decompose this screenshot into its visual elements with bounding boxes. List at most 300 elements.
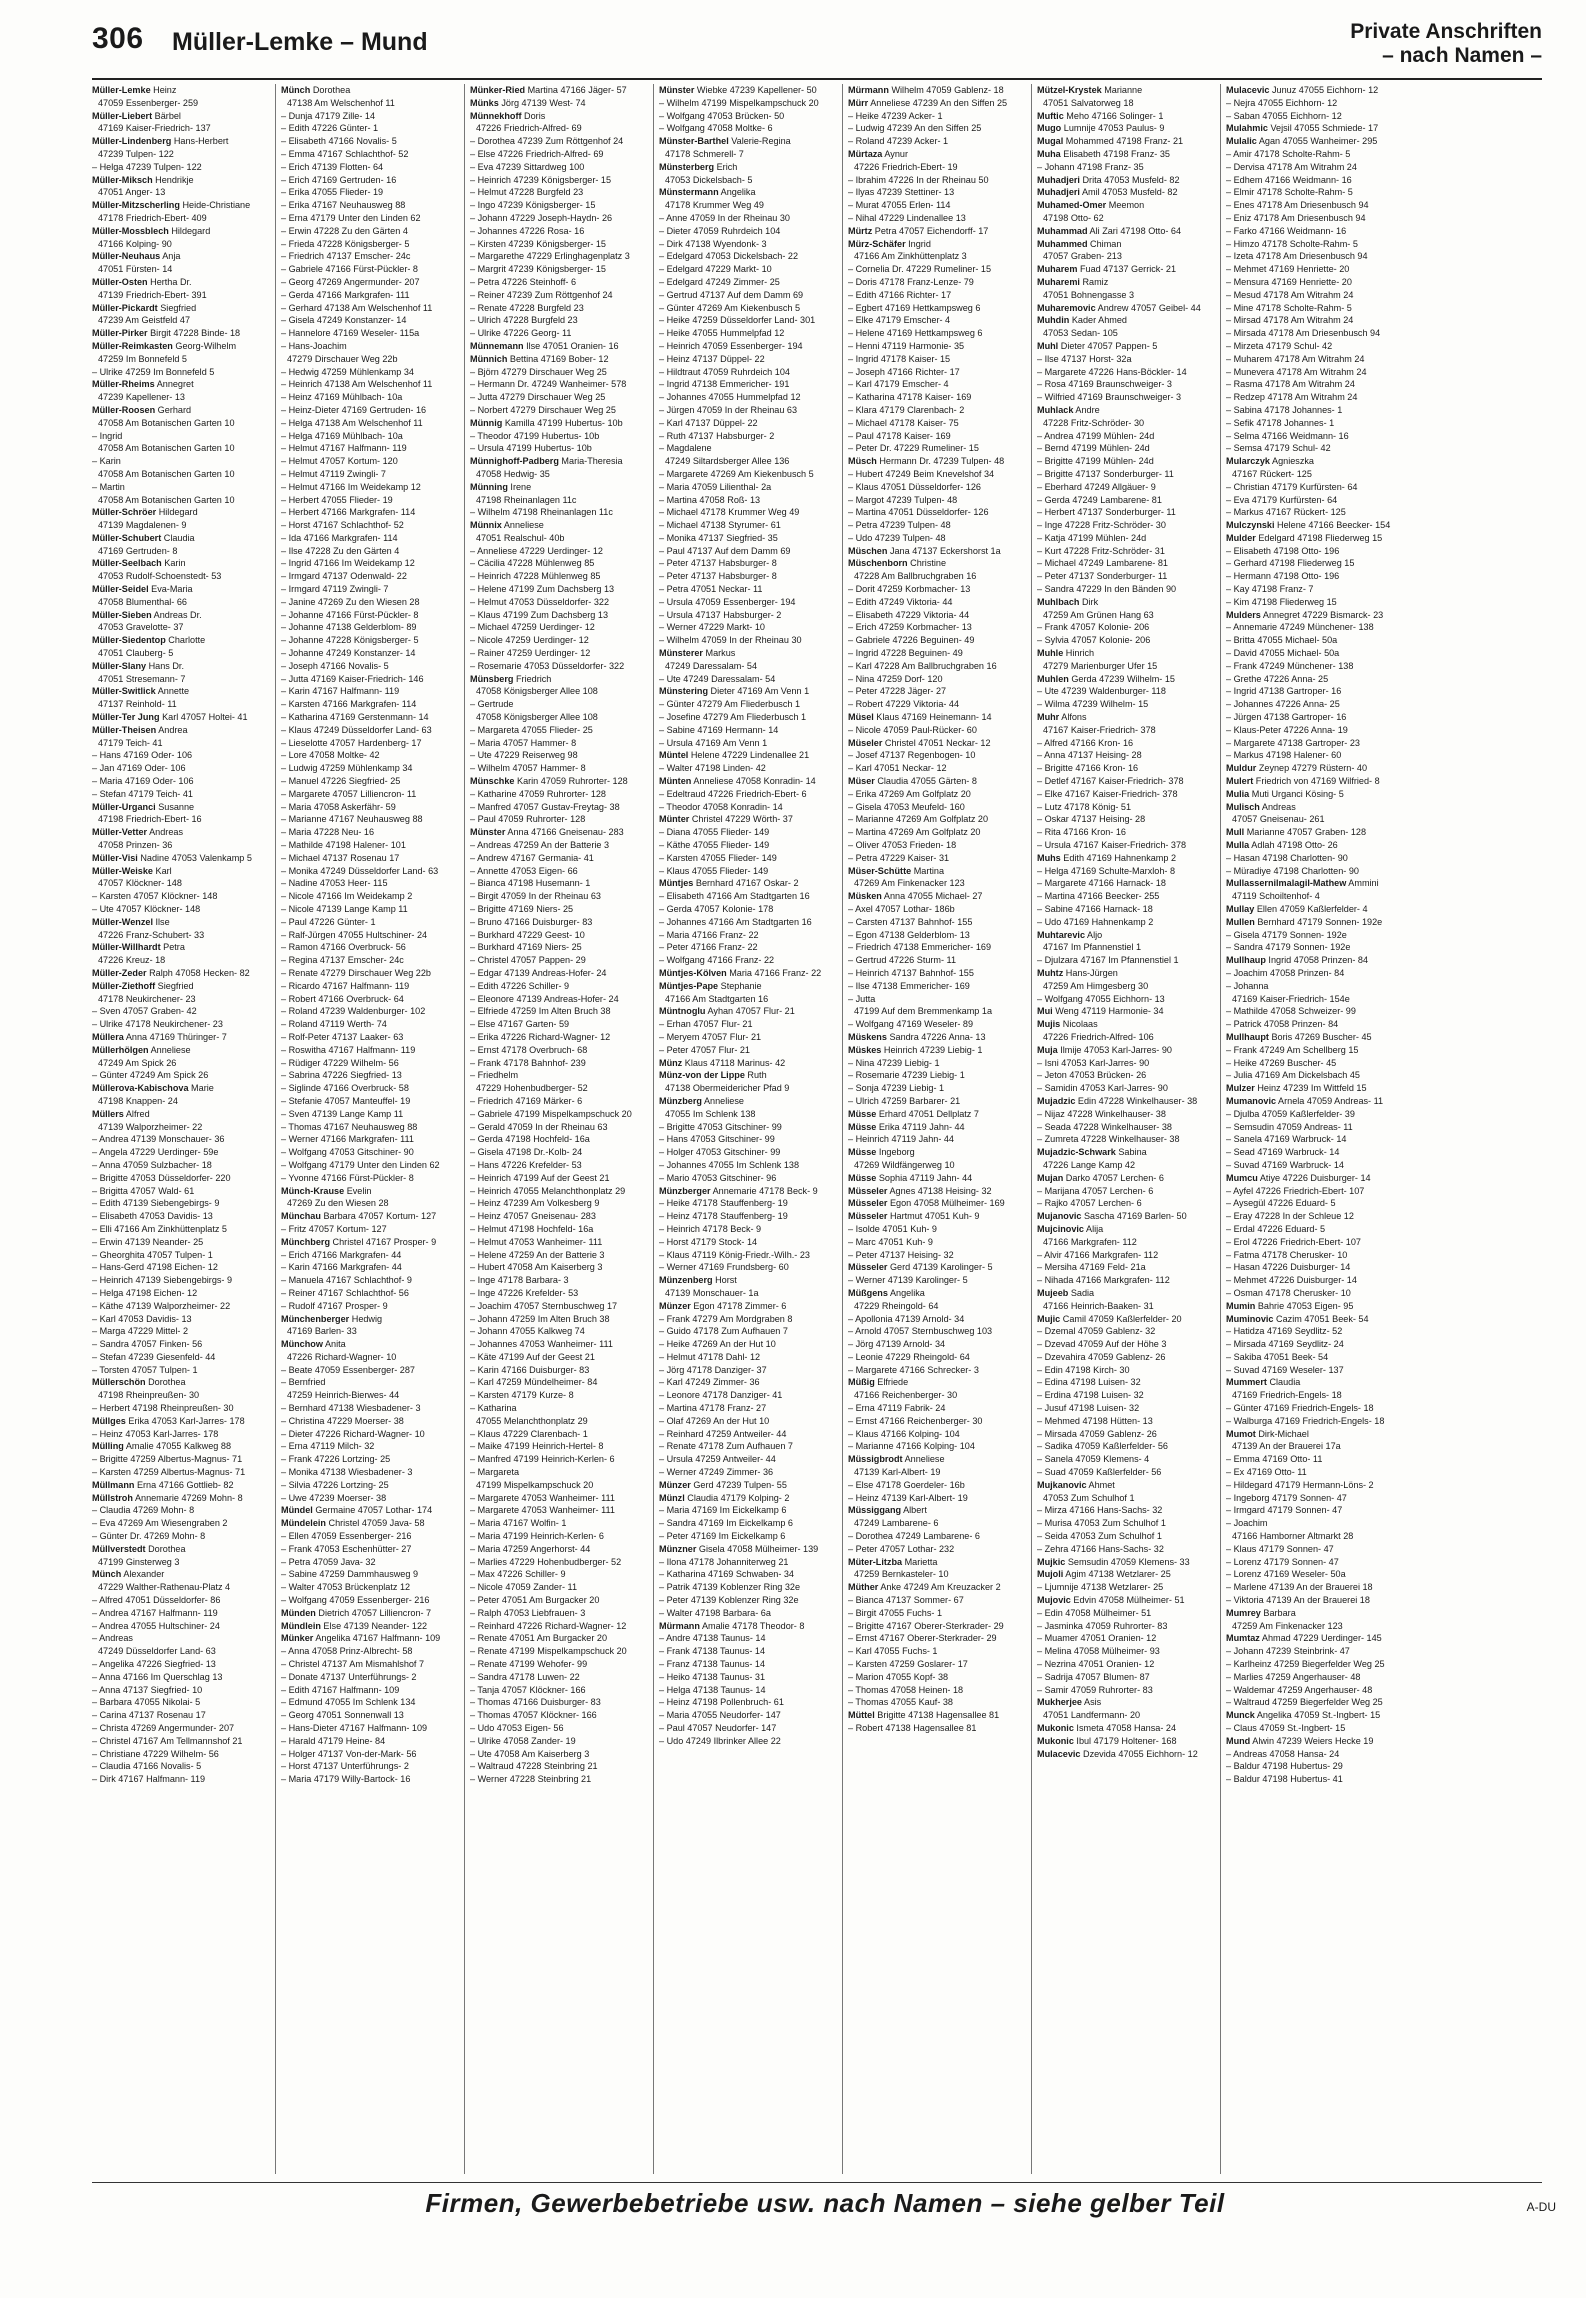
entry-details: – Rasma 47178 Am Witrahm 24 (1226, 379, 1355, 390)
entry-details: – Karl 47228 Am Ballbruchgraben 16 (848, 660, 997, 671)
entry-details: 47053 Sedan- 105 (1043, 328, 1118, 339)
entry-details: – Reiner 47239 Zum Röttgenhof 24 (470, 289, 613, 300)
listing-entry (659, 1159, 837, 1172)
entry-details: Fuad 47137 Gerrick- 21 (1077, 264, 1177, 275)
entry-surname: Muhtz (1037, 967, 1064, 978)
listing-entry (1037, 647, 1215, 660)
entry-details: – Horst 47167 Schlachthof- 52 (281, 520, 404, 531)
listing-entry (848, 174, 1026, 187)
listing-entry (470, 1773, 648, 1786)
entry-details: 47169 Gertruden- 8 (98, 545, 178, 556)
listing-entry (848, 404, 1026, 417)
entry-details: – Wolfgang 47053 Gitschiner- 90 (281, 1147, 414, 1158)
entry-details: – Erich 47169 Gertruden- 16 (281, 174, 397, 185)
entry-details: – Emma 47169 Otto- 11 (1226, 1454, 1323, 1465)
entry-details: – Katharina 47169 Schwaben- 34 (659, 1569, 794, 1580)
listing-entry (92, 391, 270, 404)
entry-details: – Djulba 47059 Kaßlerfelder- 39 (1226, 1108, 1355, 1119)
entry-details: – Sanela 47059 Klemens- 4 (1037, 1454, 1150, 1465)
listing-entry (92, 762, 270, 775)
entry-details: 47239 Tulpen- 122 (98, 148, 174, 159)
entry-details: – Hatidza 47169 Seydlitz- 52 (1226, 1326, 1343, 1337)
listing-entry (281, 1479, 459, 1492)
entry-details: 47167 Rückert- 125 (1232, 468, 1312, 479)
listing-entry (92, 673, 270, 686)
entry-surname: Mürz-Schäfer (848, 238, 906, 249)
listing-entry (92, 1530, 270, 1543)
listing-entry (92, 1428, 270, 1441)
listing-entry (659, 1031, 837, 1044)
listing-entry (92, 1748, 270, 1761)
entry-details: – Peter 47137 Habsburger- 8 (659, 571, 777, 582)
entry-details: 47249 Daressalam- 54 (665, 660, 757, 671)
entry-details: Susanne (155, 801, 195, 812)
entry-details: Lumnije 47053 Paulus- 9 (1061, 123, 1165, 134)
entry-details: 47058 Hedwig- 35 (476, 468, 550, 479)
entry-details: Agan 47055 Wanheimer- 295 (1256, 136, 1378, 147)
entry-details: Wilhelm 47059 Gablenz- 18 (888, 85, 1004, 95)
entry-details: – Martina 47051 Düsseldorfer- 126 (848, 507, 989, 518)
entry-details: – Murisa 47053 Zum Schulhof 1 (1037, 1518, 1166, 1529)
entry-details: – Werner 47229 Markt- 10 (659, 622, 765, 633)
entry-details: – Margarete 47269 Am Kiekenbusch 5 (659, 468, 814, 479)
entry-details: – Helene 47169 Hettkampsweg 6 (848, 328, 983, 339)
listing-entry (848, 1236, 1026, 1249)
listing-entry (1037, 826, 1215, 839)
entry-details: – Jörg 47139 Arnold- 34 (848, 1339, 946, 1350)
listing-entry (92, 545, 270, 558)
listing-entry (1037, 1082, 1215, 1095)
entry-details: – Nicole 47139 Lange Kamp 11 (281, 904, 408, 914)
listing-entry (470, 97, 648, 110)
entry-details: – Dorit 47259 Korbmacher- 13 (848, 584, 971, 595)
listing-entry (848, 1018, 1026, 1031)
listing-entry (659, 1440, 837, 1453)
entry-details: – Robert 47166 Overbruck- 64 (281, 993, 404, 1004)
entry-surname: Müser-Schütte (848, 865, 912, 876)
entry-details: – Gisela 47249 Konstanzer- 14 (281, 315, 407, 326)
entry-details: – Anneliese 47229 Uerdinger- 12 (470, 545, 603, 556)
listing-entry (1226, 993, 1404, 1006)
entry-details: Anneliese (902, 1454, 945, 1465)
entry-surname: Müller-Schröer (92, 507, 157, 518)
listing-entry (1226, 621, 1404, 634)
entry-details: 47166 Kolping- 90 (98, 238, 172, 249)
listing-entry (848, 839, 1026, 852)
page-title: Müller-Lemke – Mund (172, 28, 428, 56)
listing-entry (848, 967, 1026, 980)
listing-columns (92, 84, 1542, 2174)
entry-details: – Egbert 47169 Hettkampsweg 6 (848, 302, 981, 313)
entry-details: – Carsten 47137 Bahnhof- 155 (848, 916, 973, 927)
entry-details: Claudia 47179 Kolping- 2 (684, 1492, 790, 1503)
listing-entry (470, 1389, 648, 1402)
listing-entry (1226, 97, 1404, 110)
entry-details: Dirk-Michael (1255, 1428, 1309, 1439)
listing-column-3 (470, 84, 648, 2174)
listing-entry (659, 302, 837, 315)
entry-details: – Elke 47167 Kaiser-Friedrich- 378 (1037, 788, 1178, 799)
entry-details: – Joachim (1226, 1518, 1268, 1529)
entry-details: – Hubert 47058 Am Kaiserberg 3 (470, 1262, 603, 1273)
entry-details: 47259 Im Bonnefeld 5 (98, 353, 187, 364)
entry-details: – Anna 47058 Prinz-Albrecht- 58 (281, 1646, 413, 1657)
entry-details: – Helga 47169 Mühlbach- 10a (281, 430, 403, 441)
listing-entry (470, 1581, 648, 1594)
listing-entry (659, 1556, 837, 1569)
entry-details: Anja (160, 251, 181, 262)
entry-details: 47139 Monschauer- 1a (665, 1287, 759, 1298)
entry-details: – Alfred 47166 Kron- 16 (1037, 737, 1134, 748)
listing-entry (92, 1249, 270, 1262)
listing-entry (92, 122, 270, 135)
listing-entry (92, 532, 270, 545)
listing-entry (1037, 1632, 1215, 1645)
entry-details: Annemarie 47269 Mohn- 8 (132, 1492, 243, 1503)
listing-entry (659, 1466, 837, 1479)
entry-details: – Sabine 47259 Dammhausweg 9 (281, 1569, 419, 1580)
listing-entry (848, 749, 1026, 762)
entry-details: – Edin 47058 Mülheimer- 51 (1037, 1607, 1152, 1618)
entry-details: – Sanela 47169 Warbruck- 14 (1226, 1134, 1347, 1145)
listing-entry (92, 481, 270, 494)
listing-entry (92, 161, 270, 174)
entry-surname: Münnix (470, 520, 502, 531)
entry-details: – Heinz 47053 Karl-Jarres- 178 (92, 1428, 219, 1439)
entry-details: – Johanne 47228 Königsberger- 5 (281, 635, 419, 646)
entry-surname: Müller-Neuhaus (92, 251, 161, 262)
listing-entry (1037, 135, 1215, 148)
listing-entry (1037, 1210, 1215, 1223)
listing-entry (848, 314, 1026, 327)
entry-details: – Jutta 47169 Kaiser-Friedrich- 146 (281, 673, 424, 684)
entry-details: – Sefik 47178 Johannes- 1 (1226, 417, 1335, 428)
listing-entry (281, 1620, 459, 1633)
entry-details: Helene 47229 Lindenallee 21 (688, 750, 810, 761)
listing-entry (1226, 1031, 1404, 1044)
entry-surname: Muhlbach (1037, 596, 1080, 607)
entry-details: – Katharine 47059 Ruhrorter- 128 (470, 788, 606, 799)
listing-entry (1226, 1671, 1404, 1684)
entry-details: Anneliese 47058 Konradin- 14 (691, 776, 816, 787)
listing-entry (659, 621, 837, 634)
entry-surname: Mulacevic (1037, 1748, 1081, 1759)
entry-details: – Heinrich 47239 Königsberger- 15 (470, 174, 612, 185)
listing-entry (1037, 762, 1215, 775)
listing-entry (1037, 941, 1215, 954)
entry-details: – Rudolf 47167 Prosper- 9 (281, 1300, 388, 1311)
listing-entry (848, 993, 1026, 1006)
entry-surname: Mujadzic-Schwark (1037, 1147, 1116, 1158)
listing-entry (1226, 673, 1404, 686)
entry-surname: Münsterer (659, 648, 703, 659)
entry-details: – Tanja 47057 Klöckner- 166 (470, 1684, 586, 1695)
listing-entry (1037, 353, 1215, 366)
listing-entry (848, 1440, 1026, 1453)
entry-details: – Helga 47138 Am Welschenhof 11 (281, 417, 423, 428)
listing-entry (1226, 1389, 1404, 1402)
listing-entry (659, 903, 837, 916)
listing-entry (281, 941, 459, 954)
entry-details: – Bernfried (281, 1377, 326, 1388)
listing-entry (92, 596, 270, 609)
listing-entry (1037, 737, 1215, 750)
listing-entry (848, 724, 1026, 737)
listing-entry (848, 711, 1026, 724)
listing-entry (848, 532, 1026, 545)
listing-entry (470, 1479, 648, 1492)
entry-details: Claudia (1266, 1377, 1301, 1388)
entry-surname: Müller-Lindenberg (92, 136, 172, 147)
listing-entry (92, 1236, 270, 1249)
listing-entry (848, 84, 1026, 97)
listing-entry (848, 903, 1026, 916)
listing-entry (92, 135, 270, 148)
entry-details: – Nihal 47229 Lindenallee 13 (848, 212, 966, 223)
entry-details: Dorothea (145, 1377, 186, 1388)
listing-entry (470, 839, 648, 852)
listing-entry (281, 660, 459, 673)
listing-entry (281, 97, 459, 110)
listing-entry (92, 1684, 270, 1697)
listing-entry (659, 391, 837, 404)
entry-details: Hans-Jürgen (1063, 967, 1118, 978)
entry-details: – Michael 47178 Kaiser- 75 (848, 417, 959, 428)
entry-details: – Ernst 47167 Oberer-Sterkrader- 29 (848, 1633, 997, 1644)
entry-details: – Kurt 47228 Fritz-Schröder- 31 (1037, 545, 1165, 556)
listing-entry (848, 1620, 1026, 1633)
listing-entry (659, 993, 837, 1006)
entry-surname: Münz-von der Lippe (659, 1070, 745, 1081)
entry-details: – Ulrike 47259 Im Bonnefeld 5 (92, 366, 215, 377)
entry-details: Anna 47169 Thüringer- 7 (123, 1031, 227, 1042)
entry-details: – Christel 47137 Am Mismahlshof 7 (281, 1659, 425, 1670)
entry-details: – Zehra 47166 Hans-Sachs- 32 (1037, 1543, 1164, 1554)
entry-details: – Andreas 47259 An der Batterie 3 (470, 840, 610, 851)
entry-details: – Peter 47228 Jäger- 27 (848, 686, 947, 697)
entry-surname: Mujkanovic (1037, 1479, 1087, 1490)
entry-surname: Müsseler (848, 1185, 888, 1196)
listing-entry (659, 1607, 837, 1620)
listing-entry (281, 1338, 459, 1351)
listing-entry (848, 1185, 1026, 1198)
listing-entry (281, 749, 459, 762)
listing-entry (848, 110, 1026, 123)
listing-entry (1226, 826, 1404, 839)
entry-surname: Muhammad (1037, 225, 1088, 236)
listing-entry (1037, 314, 1215, 327)
entry-details: Karin 47059 Ruhrorter- 128 (514, 776, 628, 787)
entry-details: – Helmut 47119 Zwingli- 7 (281, 468, 386, 479)
entry-surname: Mukherjee (1037, 1697, 1082, 1708)
listing-entry (1037, 903, 1215, 916)
listing-entry (281, 1645, 459, 1658)
entry-details: Gisela 47058 Mülheimer- 139 (696, 1543, 819, 1554)
entry-details: – Edith 47226 Günter- 1 (281, 123, 379, 134)
listing-entry (1226, 1236, 1404, 1249)
entry-surname: Mullhaup (1226, 955, 1266, 966)
entry-details: – Margot 47239 Tulpen- 48 (848, 494, 958, 505)
listing-entry (281, 1031, 459, 1044)
listing-entry (659, 289, 837, 302)
listing-entry (1226, 570, 1404, 583)
entry-surname: Münz (659, 1057, 683, 1068)
entry-details: – Michael 47138 Styrumer- 61 (659, 520, 781, 531)
entry-details: – Peter Dr. 47229 Rumeliner- 15 (848, 443, 979, 454)
entry-details: – Gerald 47059 In der Rheinau 63 (470, 1121, 608, 1132)
entry-surname: Müller-Roosen (92, 404, 156, 415)
listing-entry (659, 557, 837, 570)
listing-entry (659, 238, 837, 251)
entry-details: – Dzevad 47059 Auf der Höhe 3 (1037, 1339, 1167, 1350)
entry-details: – Maria 47169 Im Eickelkamp 6 (659, 1505, 787, 1516)
entry-surname: Münnemann (470, 340, 524, 351)
entry-surname: Müller-Sieben (92, 609, 152, 620)
entry-details: Maria 47166 Franz- 22 (726, 967, 822, 978)
entry-details: – Melina 47058 Mülheimer- 93 (1037, 1646, 1160, 1657)
listing-entry (92, 1057, 270, 1070)
entry-details: – Rainer 47259 Uerdinger- 12 (470, 648, 591, 659)
entry-details: – Erich 47139 Flotten- 64 (281, 161, 384, 172)
listing-entry (659, 929, 837, 942)
listing-entry (848, 199, 1026, 212)
entry-details: 47198 Otto- 62 (1043, 212, 1104, 223)
entry-details: Birgit 47228 Binde- 18 (147, 328, 241, 339)
entry-surname: Mukonic (1037, 1735, 1074, 1746)
listing-entry (281, 1594, 459, 1607)
listing-entry (281, 1376, 459, 1389)
entry-surname: Muhr (1037, 712, 1060, 723)
entry-surname: Müssigbrodt (848, 1454, 903, 1465)
listing-entry (92, 1313, 270, 1326)
entry-details: – Joseph 47166 Richter- 17 (848, 366, 960, 377)
entry-surname: Muhs (1037, 852, 1061, 863)
entry-details: – Hermann Dr. 47249 Wanheimer- 578 (470, 379, 627, 390)
column-divider (1031, 84, 1032, 2174)
entry-details: – Amir 47178 Scholte-Rahm- 5 (1226, 148, 1351, 159)
listing-entry (1226, 929, 1404, 942)
listing-entry (659, 1172, 837, 1185)
entry-details: Horst (712, 1275, 737, 1286)
listing-entry (659, 583, 837, 596)
listing-entry (848, 378, 1026, 391)
column-divider (653, 84, 654, 2174)
entry-details: – Georg 47051 Sonnenwall 13 (281, 1710, 404, 1721)
listing-entry (1226, 519, 1404, 532)
entry-details: – Hans-Gerd 47198 Eichen- 12 (92, 1262, 218, 1273)
entry-details: Hedwig (349, 1313, 383, 1324)
entry-details: Dieter 47057 Pappen- 5 (1058, 340, 1158, 351)
listing-entry (470, 647, 648, 660)
entry-details: – Anna 47059 Sulzbacher- 18 (92, 1159, 212, 1170)
entry-details: – Andrea 47199 Mühlen- 24d (1037, 430, 1155, 441)
entry-details: – Herbert 47166 Markgrafen- 114 (281, 507, 416, 518)
listing-entry (1226, 545, 1404, 558)
listing-entry (1226, 212, 1404, 225)
entry-details: 47269 Zu den Wiesen 28 (287, 1198, 389, 1209)
entry-details: – Renate 47178 Zum Aufhauen 7 (659, 1441, 793, 1452)
listing-entry (281, 1722, 459, 1735)
entry-details: 47198 Rheinpreußen- 30 (98, 1390, 200, 1401)
entry-details: – Dzemal 47059 Gablenz- 32 (1037, 1326, 1156, 1337)
entry-surname: Mulzer (1226, 1083, 1255, 1094)
entry-details: – Edelgard 47229 Markt- 10 (659, 264, 772, 275)
listing-entry (659, 378, 837, 391)
entry-details: Gerhard (155, 404, 192, 415)
listing-entry (848, 1479, 1026, 1492)
entry-details: 47051 Stresemann- 7 (98, 673, 186, 684)
entry-details: – Grethe 47226 Anna- 25 (1226, 673, 1329, 684)
entry-details: – Walter 47198 Barbara- 6a (659, 1607, 771, 1618)
entry-details: – Helmut 47053 Düsseldorfer- 322 (470, 596, 610, 607)
entry-details: – Heinrich 47228 Mühlenweg 85 (470, 571, 601, 582)
entry-details: – Hubert 47249 Beim Knevelshof 34 (848, 468, 995, 479)
entry-details: – Ruth 47137 Habsburger- 2 (659, 430, 775, 441)
entry-details: 47178 Krummer Weg 49 (665, 200, 764, 211)
listing-entry (1226, 225, 1404, 238)
listing-entry (659, 1018, 837, 1031)
entry-details: 47249 Siltardsberger Allee 136 (665, 456, 790, 467)
listing-entry (1037, 430, 1215, 443)
listing-entry (1037, 839, 1215, 852)
entry-surname: Müller-Vetter (92, 827, 148, 838)
listing-entry (470, 1428, 648, 1441)
listing-entry (92, 1287, 270, 1300)
entry-details: 47057 Graben- 213 (1043, 251, 1122, 262)
entry-details: – Heinrich 47139 Siebengebirgs- 9 (92, 1275, 233, 1286)
listing-entry (1226, 391, 1404, 404)
entry-details: – Björn 47279 Dirschauer Weg 25 (470, 366, 607, 377)
entry-details: – Uwe 47239 Moerser- 38 (281, 1492, 387, 1503)
entry-details: Agnieszka (1269, 456, 1314, 467)
listing-entry (1037, 1492, 1215, 1505)
entry-details: – Samir 47059 Ruhrorter- 83 (1037, 1684, 1153, 1695)
listing-entry (92, 1108, 270, 1121)
listing-entry (1037, 673, 1215, 686)
entry-details: – Britta 47055 Michael- 50a (1226, 635, 1338, 646)
listing-entry (659, 481, 837, 494)
listing-entry (659, 1364, 837, 1377)
entry-details: – Erna 47179 Unter den Linden 62 (281, 212, 421, 223)
listing-entry (470, 161, 648, 174)
entry-details: – Saban 47055 Eichhorn- 12 (1226, 110, 1342, 121)
listing-entry (659, 647, 837, 660)
entry-details: – Karl 47053 Davidis- 13 (92, 1313, 192, 1324)
entry-details: – Robert 47138 Hagensallee 81 (848, 1723, 977, 1733)
listing-entry (470, 1620, 648, 1633)
listing-entry (1037, 1223, 1215, 1236)
entry-details: 47058 Königsberger Allee 108 (476, 712, 598, 723)
entry-details: – Hedwig 47259 Mühlenkamp 34 (281, 366, 414, 377)
listing-entry (848, 583, 1026, 596)
entry-details: – Emma 47167 Schlachthof- 52 (281, 148, 409, 159)
entry-details: – Claudia 47269 Mohn- 8 (92, 1505, 195, 1516)
entry-details: 47059 Essenberger- 259 (98, 97, 199, 108)
entry-details: Gerd 47139 Karolinger- 5 (887, 1262, 993, 1273)
entry-details: Alwin 47239 Weiers Hecke 19 (1250, 1735, 1374, 1746)
entry-details: 47051 Anger- 13 (98, 187, 166, 198)
listing-entry (1226, 737, 1404, 750)
entry-surname: Münzenberg (659, 1275, 713, 1286)
entry-details: – Nejra 47055 Eichhorn- 12 (1226, 97, 1338, 108)
entry-details: Ismeta 47058 Hansa- 24 (1073, 1723, 1177, 1733)
listing-entry (1226, 1504, 1404, 1517)
listing-entry (659, 1133, 837, 1146)
entry-details: Egon 47178 Zimmer- 6 (690, 1300, 787, 1311)
entry-details: Ramiz (1079, 276, 1109, 287)
listing-entry (1037, 1146, 1215, 1159)
entry-details: – Klaus-Peter 47226 Anna- 19 (1226, 724, 1348, 735)
